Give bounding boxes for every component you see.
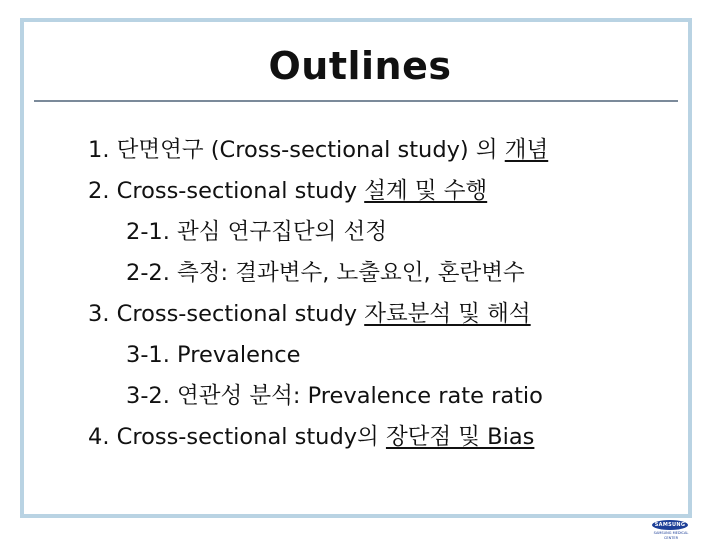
samsung-logo [650,520,692,540]
slide-title: Outlines [268,44,452,88]
outline-item-text: 2-1. 관심 연구집단의 선정 [126,219,387,245]
outline-item-underlined: 설계 및 수행 [364,178,488,204]
logo-tagline: SAMSUNG MEDICAL CENTER [653,531,689,540]
outline-subitem-3-1 [88,335,548,376]
outline-subitem-2-2 [88,253,548,294]
outline-item-text: 3-2. 연관성 분석: Prevalence rate ratio [126,383,543,409]
outline-item-underlined: 자료분석 및 해석 [364,301,531,327]
outline-item-text: 2. Cross-sectional study [88,178,365,204]
outline-item-1 [88,130,548,171]
outline-list [88,130,548,458]
outline-item-text: 2-2. 측정: 결과변수, 노출요인, 혼란변수 [126,260,525,286]
outline-item-text: 1. 단면연구 (Cross-sectional study) 의 [88,137,505,163]
outline-subitem-3-2 [88,376,548,417]
outline-item-text: 3-1. Prevalence [126,342,301,368]
title-divider [34,100,678,102]
logo-wordmark: SAMSUNG [654,522,686,528]
outline-item-4 [88,417,548,458]
outline-item-underlined: 개념 [504,137,549,163]
outline-item-2 [88,171,548,212]
outline-item-text: 3. Cross-sectional study [88,301,365,327]
outline-item-text: 4. Cross-sectional study의 [88,424,386,450]
outline-subitem-2-1 [88,212,548,253]
outline-item-3 [88,294,548,335]
outline-item-underlined: 장단점 및 Bias [385,424,535,450]
